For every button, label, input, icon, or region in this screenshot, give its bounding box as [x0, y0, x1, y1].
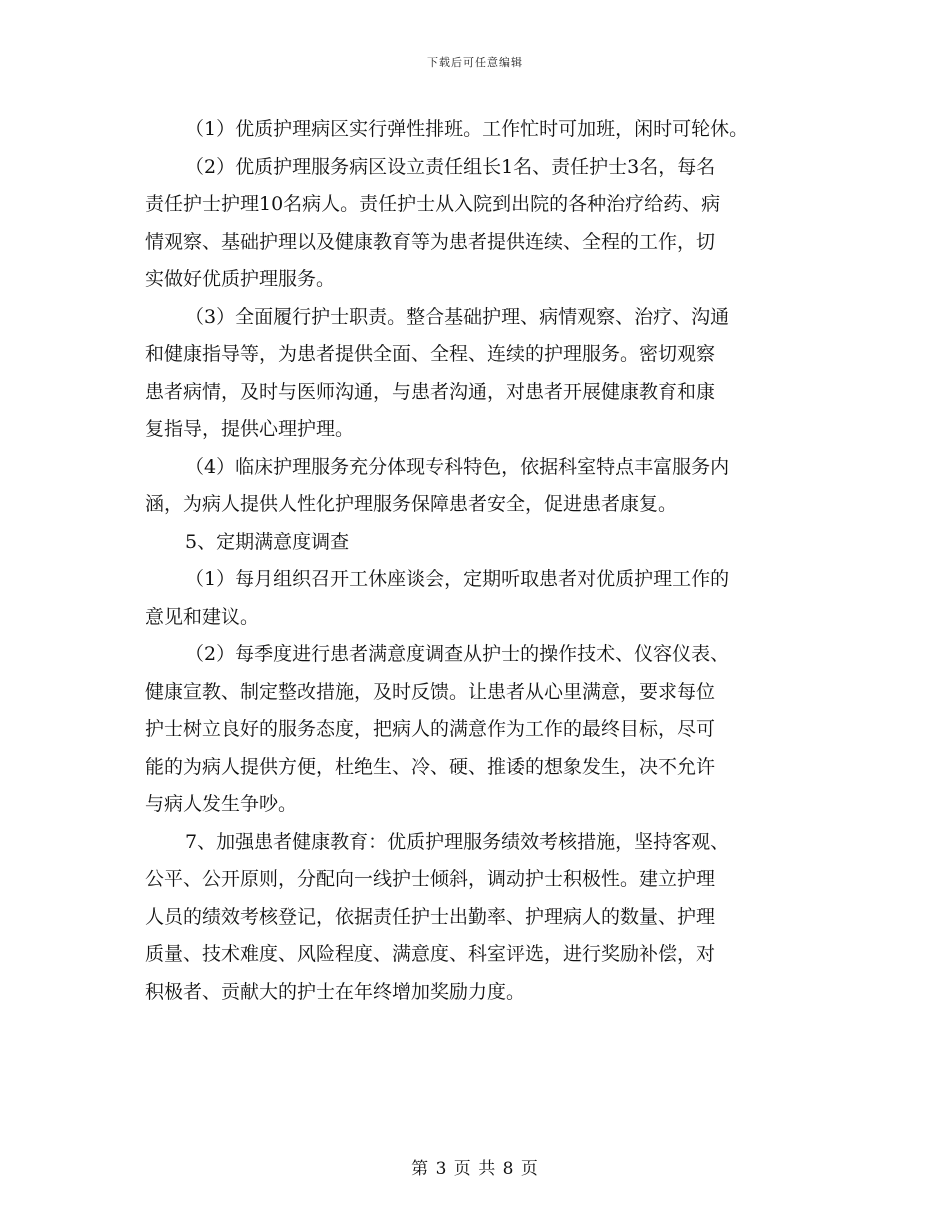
text-line: 护士树立良好的服务态度，把病人的满意作为工作的最终目标，尽可 — [145, 718, 716, 740]
text-line: （1）每月组织召开工休座谈会，定期听取患者对优质护理工作的 — [185, 568, 730, 590]
text-line: 和健康指导等，为患者提供全面、全程、连续的护理服务。密切观察 — [145, 343, 716, 365]
text-line: 责任护士护理10名病人。责任护士从入院到出院的各种治疗给药、病 — [145, 193, 721, 215]
text-line: （3）全面履行护士职责。整合基础护理、病情观察、治疗、沟通 — [185, 305, 730, 328]
text-line: 能的为病人提供方便，杜绝生、冷、硬、推诿的想象发生，决不允许 — [145, 755, 716, 778]
text-line: 公平、公开原则，分配向一线护士倾斜，调动护士积极性。建立护理 — [145, 868, 716, 890]
text-line: 积极者、贡献大的护士在年终增加奖励力度。 — [145, 980, 526, 1003]
text-line: （2）优质护理服务病区设立责任组长1名、责任护士3名，每名 — [185, 155, 716, 178]
text-line: 与病人发生争吵。 — [145, 793, 298, 815]
text-line: 复指导，提供心理护理。 — [145, 418, 355, 440]
text-line: 意见和建议。 — [145, 605, 260, 628]
text-line: 人员的绩效考核登记，依据责任护士出勤率、护理病人的数量、护理 — [145, 905, 716, 928]
text-line: 情观察、基础护理以及健康教育等为患者提供连续、全程的工作，切 — [145, 230, 716, 253]
page-number-footer: 第 3 页 共 8 页 — [411, 1159, 539, 1179]
text-line: 5、定期满意度调查 — [185, 530, 350, 553]
text-line: （1）优质护理病区实行弹性排班。工作忙时可加班，闲时可轮休。 — [185, 118, 749, 140]
text-line: 涵，为病人提供人性化护理服务保障患者安全，促进患者康复。 — [145, 493, 678, 515]
text-line: （2）每季度进行患者满意度调查从护士的操作技术、仪容仪表、 — [185, 643, 730, 665]
text-line: 7、加强患者健康教育：优质护理服务绩效考核措施，坚持客观、 — [185, 830, 730, 853]
text-line: 患者病情，及时与医师沟通，与患者沟通，对患者开展健康教育和康 — [145, 380, 716, 403]
text-line: 健康宣教、制定整改措施，及时反馈。让患者从心里满意，要求每位 — [145, 680, 716, 703]
text-line: 实做好优质护理服务。 — [145, 268, 336, 290]
text-line: （4）临床护理服务充分体现专科特色，依据科室特点丰富服务内 — [185, 455, 730, 478]
text-line: 质量、技术难度、风险程度、满意度、科室评选，进行奖励补偿，对 — [145, 943, 716, 965]
document-body — [145, 111, 810, 1011]
page-header: 下载后可任意编辑 — [427, 56, 523, 69]
